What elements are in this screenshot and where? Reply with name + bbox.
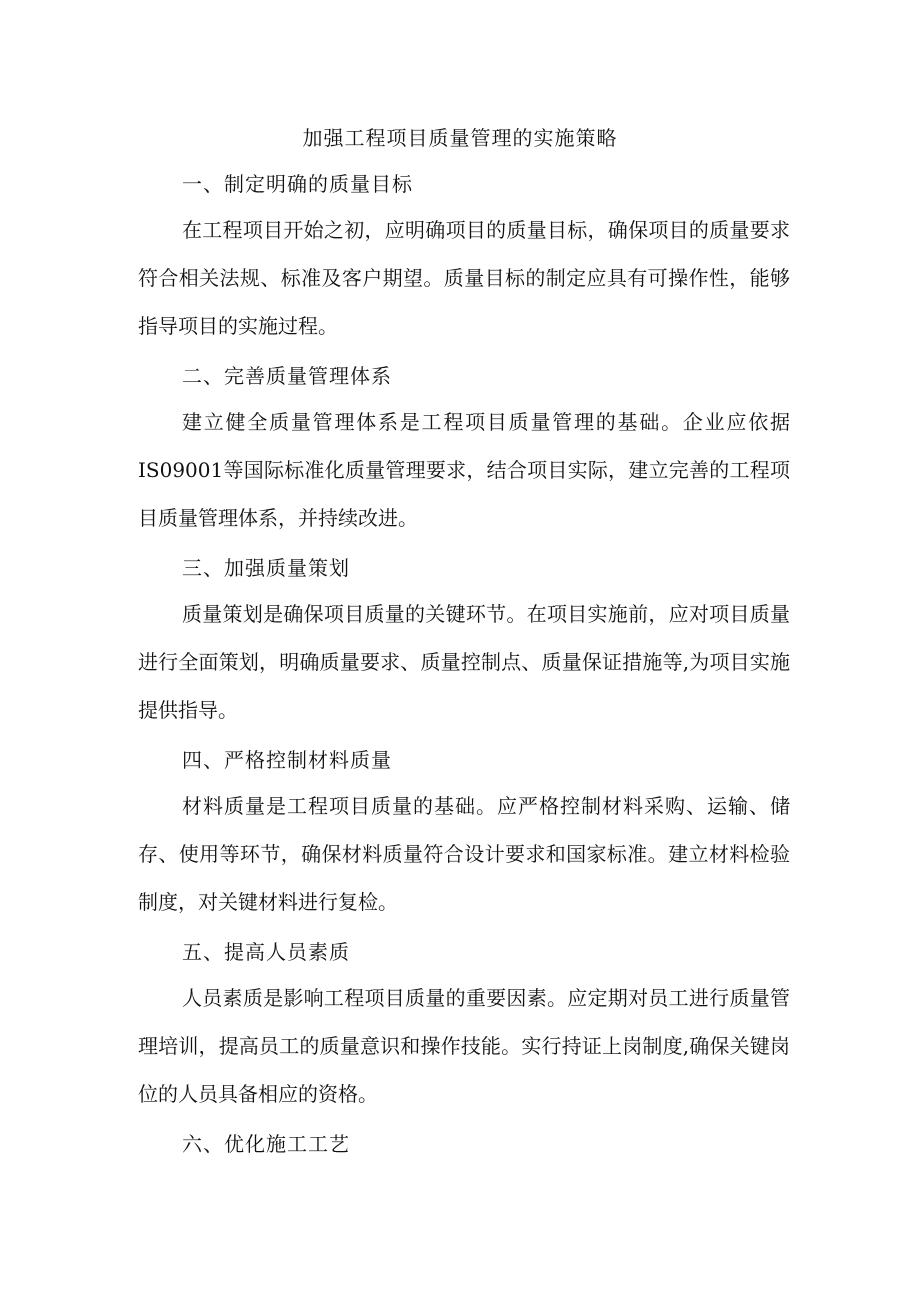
document-title: 加强工程项目质量管理的实施策略 [302,126,618,150]
section-heading-1: 一、制定明确的质量目标 [182,172,413,196]
section-heading-5: 五、提高人员素质 [182,940,350,964]
section-heading-3: 三、加强质量策划 [182,556,350,580]
section-body-5: 人员素质是影响工程项目质量的重要因素。应定期对员工进行质量管理培训，提高员工的质量意识和操作技能。实行持证上岗制度,确保关键岗位的人员具备相应的资格。 [138,986,790,1106]
section-body-3: 质量策划是确保项目质量的关键环节。在项目实施前，应对项目质量进行全面策划，明确质量要求、质量控制点、质量保证措施等,为项目实施提供指导。 [138,602,790,722]
section-body-1: 在工程项目开始之初，应明确项目的质量目标，确保项目的质量要求符合相关法规、标准及客户期望。质量目标的制定应具有可操作性，能够指导项目的实施过程。 [138,218,790,338]
section-heading-6: 六、优化施工工艺 [182,1132,350,1156]
section-body-4: 材料质量是工程项目质量的基础。应严格控制材料采购、运输、储存、使用等环节，确保材料质量符合设计要求和国家标准。建立材料检验制度，对关键材料进行复检。 [138,794,790,914]
section-heading-4: 四、严格控制材料质量 [182,748,392,772]
section-body-2: 建立健全质量管理体系是工程项目质量管理的基础。企业应依据IS09001等国际标准化质量管理要求，结合项目实际，建立完善的工程项目质量管理体系，并持续改进。 [138,410,790,530]
section-heading-2: 二、完善质量管理体系 [182,364,392,388]
